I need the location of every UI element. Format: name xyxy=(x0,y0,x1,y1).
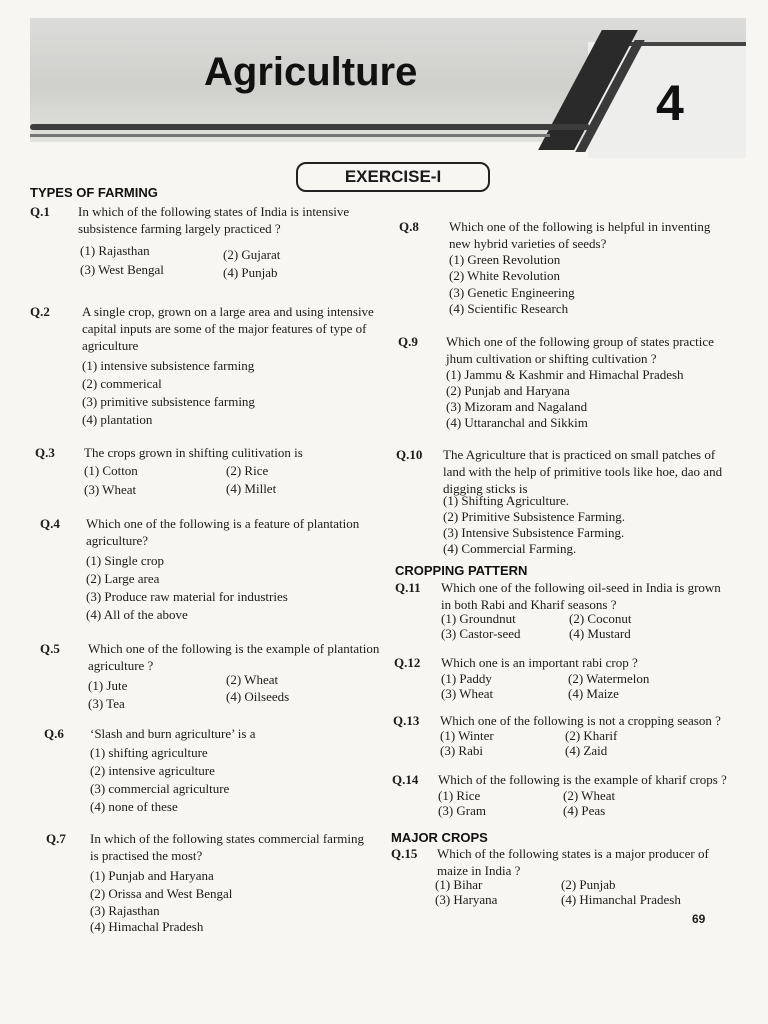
option: (2) White Revolution xyxy=(449,268,560,283)
question-q8 xyxy=(399,218,729,318)
question-q5 xyxy=(40,640,385,710)
section-title-cropping-pattern: CROPPING PATTERN xyxy=(395,563,528,578)
question-number: Q.2 xyxy=(30,304,50,319)
question-stem: In which of the following states of India is intensive subsistence farming largely practiced ? xyxy=(78,204,350,236)
option: (1) Groundnut xyxy=(441,611,516,626)
option: (1) Jammu & Kashmir and Himachal Pradesh xyxy=(446,367,684,382)
option: (2) Orissa and West Bengal xyxy=(90,886,233,901)
option: (4) Zaid xyxy=(565,743,608,758)
question-q10 xyxy=(396,446,736,556)
option: (2) Wheat xyxy=(226,672,279,687)
option: (2) Rice xyxy=(226,463,269,478)
option: (4) Uttaranchal and Sikkim xyxy=(446,415,588,430)
option: (4) none of these xyxy=(90,799,178,814)
option: (2) Watermelon xyxy=(568,671,650,686)
question-stem: Which one of the following is a feature of plantation agriculture? xyxy=(86,516,360,548)
option: (2) Primitive Subsistence Farming. xyxy=(443,509,625,524)
option: (1) Punjab and Haryana xyxy=(90,868,214,883)
option: (3) Rabi xyxy=(440,743,483,758)
option: (3) Intensive Subsistence Farming. xyxy=(443,525,625,540)
question-stem: Which one of the following oil-seed in India is grown in both Rabi and Kharif seasons ? xyxy=(441,580,721,612)
header-rule-bottom-thin xyxy=(30,134,550,137)
option: (4) Oilseeds xyxy=(226,689,290,704)
question-number: Q.5 xyxy=(40,641,60,656)
option: (2) Punjab and Haryana xyxy=(446,383,570,398)
question-stem: In which of the following states commercial farming is practised the most? xyxy=(90,831,365,863)
option: (1) Bihar xyxy=(435,877,483,892)
question-q3 xyxy=(35,444,385,499)
question-number: Q.9 xyxy=(398,334,418,349)
option: (3) Castor-seed xyxy=(441,626,521,641)
option: (3) primitive subsistence farming xyxy=(82,394,255,409)
question-stem: Which of the following states is a major producer of maize in India ? xyxy=(437,846,709,878)
section-title-major-crops: MAJOR CROPS xyxy=(391,830,488,845)
option: (2) Kharif xyxy=(565,728,618,743)
option: (4) Mustard xyxy=(569,626,631,641)
question-q15 xyxy=(391,845,721,907)
option: (3) West Bengal xyxy=(80,262,164,277)
question-number: Q.3 xyxy=(35,445,55,460)
option: (4) Millet xyxy=(226,481,277,496)
option: (2) Wheat xyxy=(563,788,616,803)
section-title-types-of-farming: TYPES OF FARMING xyxy=(30,185,158,200)
question-q9 xyxy=(398,333,733,431)
option: (4) plantation xyxy=(82,412,153,427)
option: (4) Scientific Research xyxy=(449,301,569,316)
question-number: Q.4 xyxy=(40,516,60,531)
question-number: Q.11 xyxy=(395,580,421,595)
question-q2 xyxy=(30,303,385,428)
chapter-title: Agriculture xyxy=(204,50,418,94)
option: (3) Rajasthan xyxy=(90,903,160,918)
question-stem: Which one of the following is not a cropping season ? xyxy=(440,713,721,728)
page-number: 69 xyxy=(692,912,706,926)
option: (3) Tea xyxy=(88,696,125,711)
exercise-label: EXERCISE-I xyxy=(296,162,490,192)
option: (2) Coconut xyxy=(569,611,632,626)
option: (1) Rice xyxy=(438,788,481,803)
question-stem: The crops grown in shifting culitivation is xyxy=(84,445,303,460)
question-number: Q.15 xyxy=(391,846,418,861)
question-stem: Which one is an important rabi crop ? xyxy=(441,655,638,670)
question-number: Q.8 xyxy=(399,219,419,234)
option: (1) Jute xyxy=(88,678,128,693)
option: (4) Himachal Pradesh xyxy=(90,919,204,934)
question-q4 xyxy=(40,515,385,625)
option: (3) Mizoram and Nagaland xyxy=(446,399,588,414)
header-rule-bottom xyxy=(30,124,590,130)
option: (3) Gram xyxy=(438,803,487,818)
question-stem: Which one of the following is helpful in inventing new hybrid varieties of seeds? xyxy=(449,219,711,251)
question-q14 xyxy=(392,771,732,819)
question-number: Q.6 xyxy=(44,726,64,741)
option: (1) Single crop xyxy=(86,553,164,568)
option: (1) Cotton xyxy=(84,463,138,478)
option: (3) Produce raw material for industries xyxy=(86,589,288,604)
option: (1) Winter xyxy=(440,728,494,743)
question-q1 xyxy=(30,203,385,283)
option: (2) Punjab xyxy=(561,877,616,892)
question-number: Q.12 xyxy=(394,655,421,670)
option: (1) intensive subsistence farming xyxy=(82,358,255,373)
option: (4) Peas xyxy=(563,803,606,818)
question-q7 xyxy=(46,830,376,934)
option: (2) intensive agriculture xyxy=(90,763,215,778)
option: (3) Haryana xyxy=(435,892,498,907)
question-stem: Which one of the following group of states practice jhum cultivation or shifting cultivation ? xyxy=(446,334,714,366)
question-number: Q.14 xyxy=(392,772,419,787)
question-number: Q.7 xyxy=(46,831,66,846)
question-stem: Which one of the following is the example of plantation agriculture ? xyxy=(88,641,380,673)
option: (1) Rajasthan xyxy=(80,243,150,258)
question-q11 xyxy=(395,579,735,641)
option: (4) Himanchal Pradesh xyxy=(561,892,681,907)
option: (3) Genetic Engineering xyxy=(449,285,575,300)
option: (1) shifting agriculture xyxy=(90,745,208,760)
option: (1) Paddy xyxy=(441,671,492,686)
question-stem: ‘Slash and burn agriculture’ is a xyxy=(90,726,256,741)
question-q12 xyxy=(394,654,734,704)
question-number: Q.1 xyxy=(30,204,50,219)
option: (4) Commercial Farming. xyxy=(443,541,577,556)
option: (3) Wheat xyxy=(441,686,494,701)
option: (2) commerical xyxy=(82,376,162,391)
option: (3) commercial agriculture xyxy=(90,781,230,796)
question-stem: A single crop, grown on a large area and using intensive capital inputs are some of the major features of type of agriculture xyxy=(82,304,374,353)
option: (1) Green Revolution xyxy=(449,252,561,267)
question-q13 xyxy=(393,712,733,760)
option: (3) Wheat xyxy=(84,482,137,497)
option: (4) All of the above xyxy=(86,607,188,622)
option: (2) Gujarat xyxy=(223,247,281,262)
question-q6 xyxy=(44,725,364,815)
question-stem: The Agriculture that is practiced on small patches of land with the help of primitive tools like hoe, dao and digging sticks is xyxy=(443,447,723,496)
question-number: Q.10 xyxy=(396,447,423,462)
option: (4) Maize xyxy=(568,686,619,701)
option: (4) Punjab xyxy=(223,265,278,280)
chapter-number: 4 xyxy=(656,75,684,131)
question-stem: Which of the following is the example of kharif crops ? xyxy=(438,772,727,787)
question-number: Q.13 xyxy=(393,713,420,728)
option: (1) Shifting Agriculture. xyxy=(443,493,570,508)
option: (2) Large area xyxy=(86,571,160,586)
